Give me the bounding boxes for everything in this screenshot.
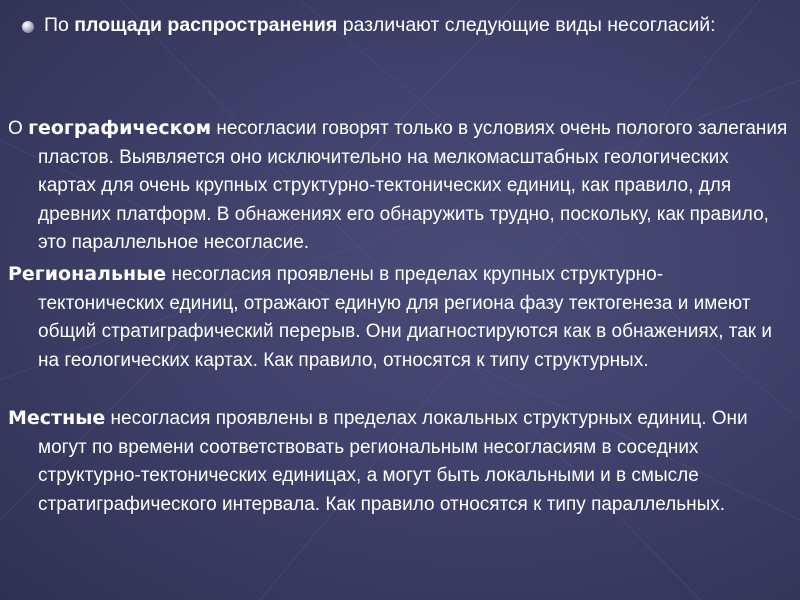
paragraph-body: несогласия проявлены в пределах локальных структурных единиц. Они могут по времени соответствовать региональным несогласиям в соседних структурно-тектонических единицах, а могут быть локальными и в смысле стратиграфического интервала. Как правило относятся к типу параллельных. — [38, 408, 748, 515]
paragraph-body: несогласия проявлены в пределах крупных структурно-тектонических единиц, отражают единую для региона фазу тектогенеза и имеют общий стратиграфический перерыв. Они диагностируются как в обнажениях, так и на геологических картах. Как правило, относятся к типу структурных. — [38, 264, 773, 371]
intro-suffix: различают следующие виды несогласий: — [337, 14, 716, 36]
intro-emphasis: площади распространения — [74, 14, 338, 36]
intro-prefix: По — [44, 14, 75, 36]
paragraph-local — [8, 404, 788, 519]
intro-bullet — [22, 13, 762, 38]
paragraph-geographic — [8, 114, 788, 258]
paragraph-body: несогласии говорят только в условиях очень пологого залегания пластов. Выявляется оно исключительно на мелкомасштабных геологических картах для очень крупных структурно-тектонических единиц, как правило, для древних платформ. В обнажениях его обнаружить трудно, поскольку, как правило, это параллельное несогласие. — [38, 118, 788, 253]
paragraph-term: географическом — [28, 117, 212, 139]
bullet-icon — [22, 21, 34, 33]
intro-text — [44, 13, 716, 38]
paragraph-term: Местные — [8, 407, 106, 429]
paragraph-term: Региональные — [8, 263, 167, 285]
paragraph-prefix: О — [8, 118, 29, 139]
paragraph-regional — [8, 260, 788, 375]
